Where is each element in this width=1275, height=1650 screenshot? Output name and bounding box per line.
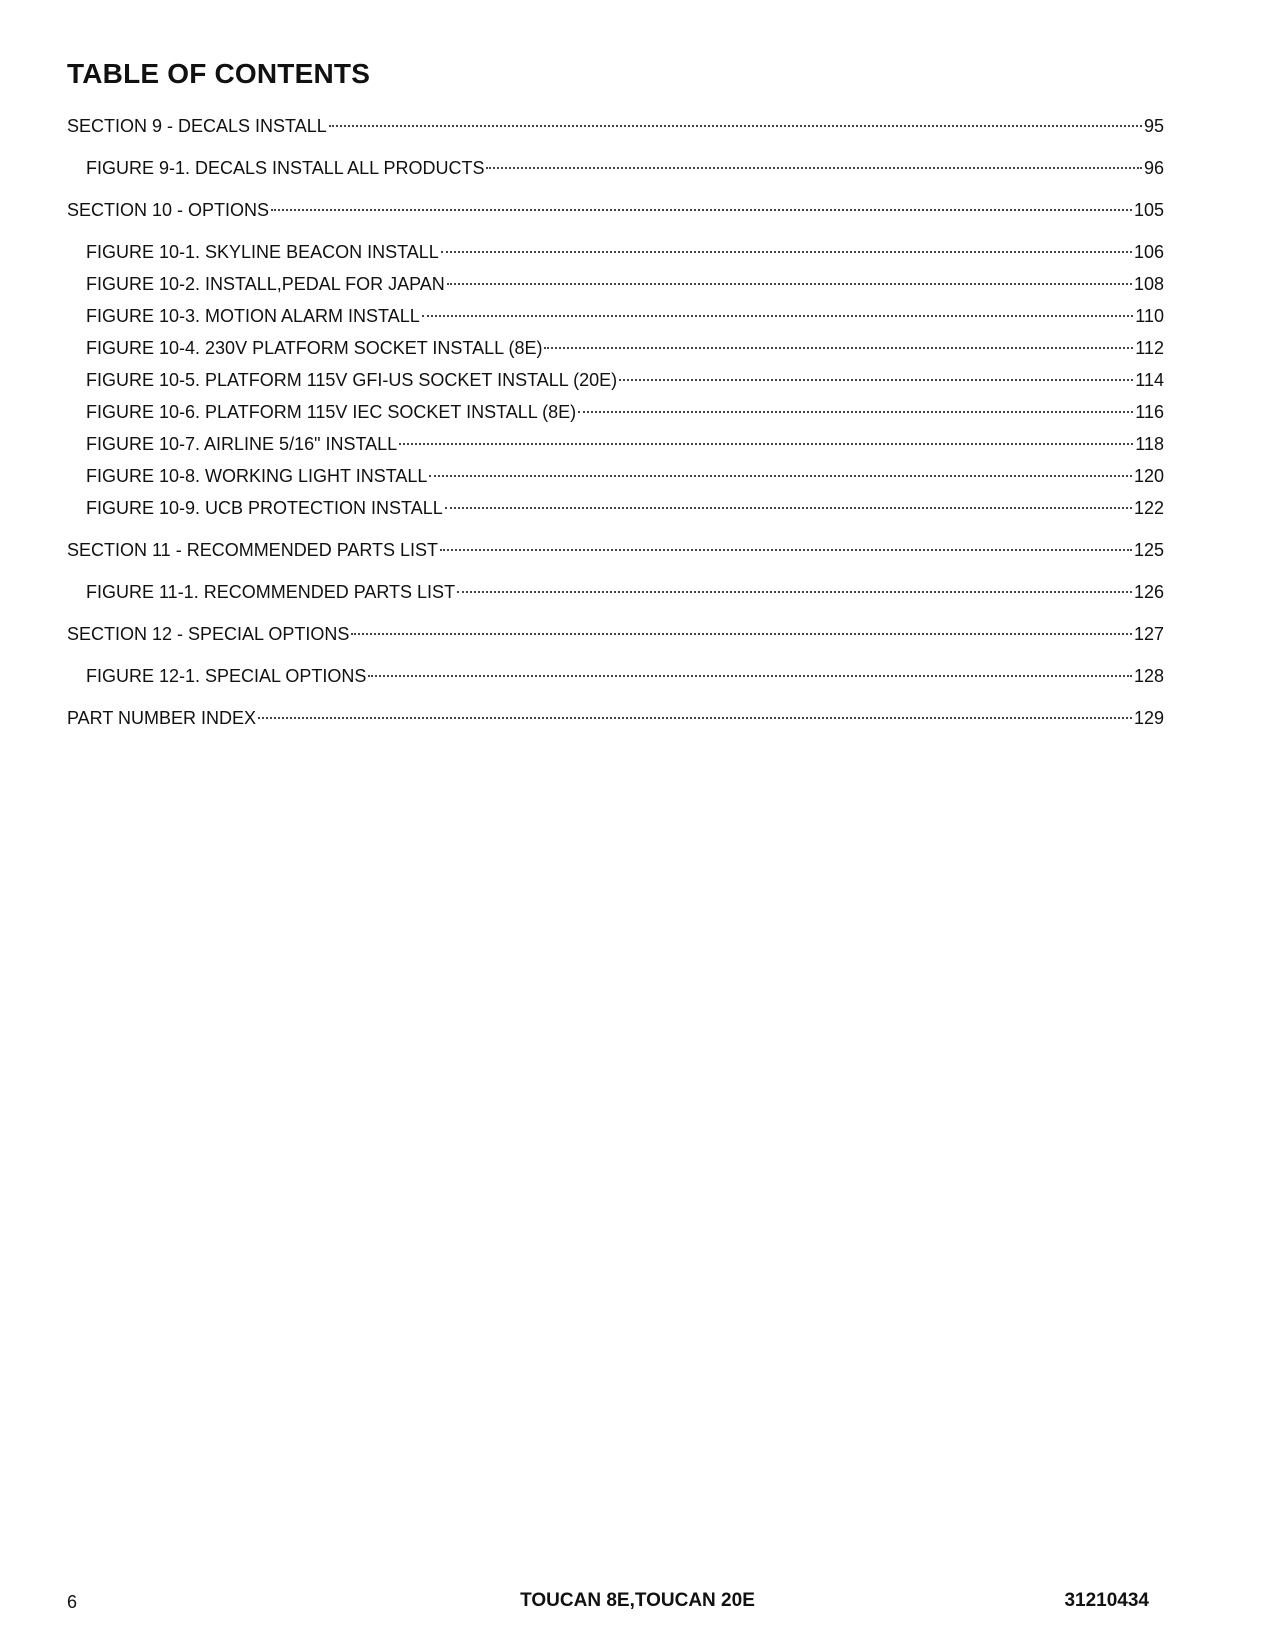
toc-entry-page: 108 — [1133, 274, 1164, 294]
toc-entry-figure-10-9[interactable] — [67, 492, 1164, 524]
dot-leader — [544, 347, 1133, 349]
toc-entry-label: SECTION 12 - SPECIAL OPTIONS — [67, 624, 350, 644]
toc-entry-figure-10-2[interactable] — [67, 268, 1164, 300]
dot-leader — [329, 125, 1142, 127]
toc-entry-page: 118 — [1135, 434, 1164, 454]
dot-leader — [441, 251, 1132, 253]
dot-leader — [271, 209, 1132, 211]
toc-entry-label: FIGURE 10-6. PLATFORM 115V IEC SOCKET INSTALL (8E) — [86, 402, 577, 422]
toc-entry-label: SECTION 11 - RECOMMENDED PARTS LIST — [67, 540, 439, 560]
toc-entry-label: FIGURE 10-9. UCB PROTECTION INSTALL — [86, 498, 443, 518]
toc-entry-page: 110 — [1135, 306, 1164, 326]
toc-entry-page: 128 — [1133, 666, 1164, 686]
dot-leader — [399, 443, 1133, 445]
footer-page-number: 6 — [67, 1592, 78, 1612]
toc-entry-page: 96 — [1143, 158, 1164, 178]
toc-entry-figure-11-1[interactable] — [67, 576, 1164, 608]
dot-leader — [422, 315, 1134, 317]
toc-entry-figure-10-1[interactable] — [67, 236, 1164, 268]
toc-entry-section-12[interactable] — [67, 618, 1164, 650]
toc-entry-label: FIGURE 10-3. MOTION ALARM INSTALL — [86, 306, 420, 326]
toc-entry-page: 105 — [1133, 200, 1164, 220]
toc-entry-figure-10-4[interactable] — [67, 332, 1164, 364]
dot-leader — [445, 507, 1132, 509]
dot-leader — [351, 633, 1132, 635]
toc-entry-label: FIGURE 10-4. 230V PLATFORM SOCKET INSTALL (8E) — [86, 338, 543, 358]
toc-entry-page: 129 — [1133, 708, 1164, 728]
toc-entry-section-11[interactable] — [67, 534, 1164, 566]
toc-entry-label: SECTION 9 - DECALS INSTALL — [67, 116, 327, 136]
toc-entry-page: 114 — [1135, 370, 1164, 390]
toc-entry-label: FIGURE 12-1. SPECIAL OPTIONS — [86, 666, 367, 686]
toc-entry-page: 106 — [1133, 242, 1164, 262]
toc-entry-page: 120 — [1133, 466, 1164, 486]
toc-entry-page: 125 — [1133, 540, 1164, 560]
toc-entry-section-10[interactable] — [67, 194, 1164, 226]
toc-entry-part-number-index[interactable] — [67, 702, 1164, 734]
toc-entry-figure-10-8[interactable] — [67, 460, 1164, 492]
toc-entry-figure-10-3[interactable] — [67, 300, 1164, 332]
toc-entry-page: 122 — [1133, 498, 1164, 518]
toc-entry-page: 127 — [1133, 624, 1164, 644]
dot-leader — [429, 475, 1132, 477]
dot-leader — [486, 167, 1142, 169]
footer-title: TOUCAN 8E,TOUCAN 20E — [520, 1590, 755, 1611]
toc-entry-figure-12-1[interactable] — [67, 660, 1164, 692]
dot-leader — [578, 411, 1133, 413]
toc-entry-label: FIGURE 10-2. INSTALL,PEDAL FOR JAPAN — [86, 274, 445, 294]
footer-document-number: 31210434 — [1064, 1590, 1149, 1611]
dot-leader — [258, 717, 1132, 719]
toc-entry-page: 112 — [1135, 338, 1164, 358]
dot-leader — [457, 591, 1132, 593]
toc-entry-label: FIGURE 11-1. RECOMMENDED PARTS LIST — [86, 582, 456, 602]
table-of-contents — [67, 110, 1164, 734]
toc-entry-figure-10-7[interactable] — [67, 428, 1164, 460]
dot-leader — [440, 549, 1132, 551]
toc-entry-figure-10-5[interactable] — [67, 364, 1164, 396]
toc-entry-figure-9-1[interactable] — [67, 152, 1164, 184]
toc-entry-section-9[interactable] — [67, 110, 1164, 142]
toc-entry-label: FIGURE 10-5. PLATFORM 115V GFI-US SOCKET INSTALL (20E) — [86, 370, 618, 390]
toc-entry-label: PART NUMBER INDEX — [67, 708, 257, 728]
dot-leader — [368, 675, 1132, 677]
toc-entry-page: 126 — [1133, 582, 1164, 602]
toc-entry-page: 95 — [1143, 116, 1164, 136]
dot-leader — [619, 379, 1133, 381]
toc-entry-label: SECTION 10 - OPTIONS — [67, 200, 270, 220]
dot-leader — [447, 283, 1132, 285]
page-title: TABLE OF CONTENTS — [67, 58, 371, 89]
toc-entry-figure-10-6[interactable] — [67, 396, 1164, 428]
toc-entry-label: FIGURE 9-1. DECALS INSTALL ALL PRODUCTS — [86, 158, 485, 178]
toc-entry-label: FIGURE 10-1. SKYLINE BEACON INSTALL — [86, 242, 439, 262]
toc-entry-page: 116 — [1135, 402, 1164, 422]
toc-entry-label: FIGURE 10-8. WORKING LIGHT INSTALL — [86, 466, 428, 486]
toc-entry-label: FIGURE 10-7. AIRLINE 5/16" INSTALL — [86, 434, 398, 454]
